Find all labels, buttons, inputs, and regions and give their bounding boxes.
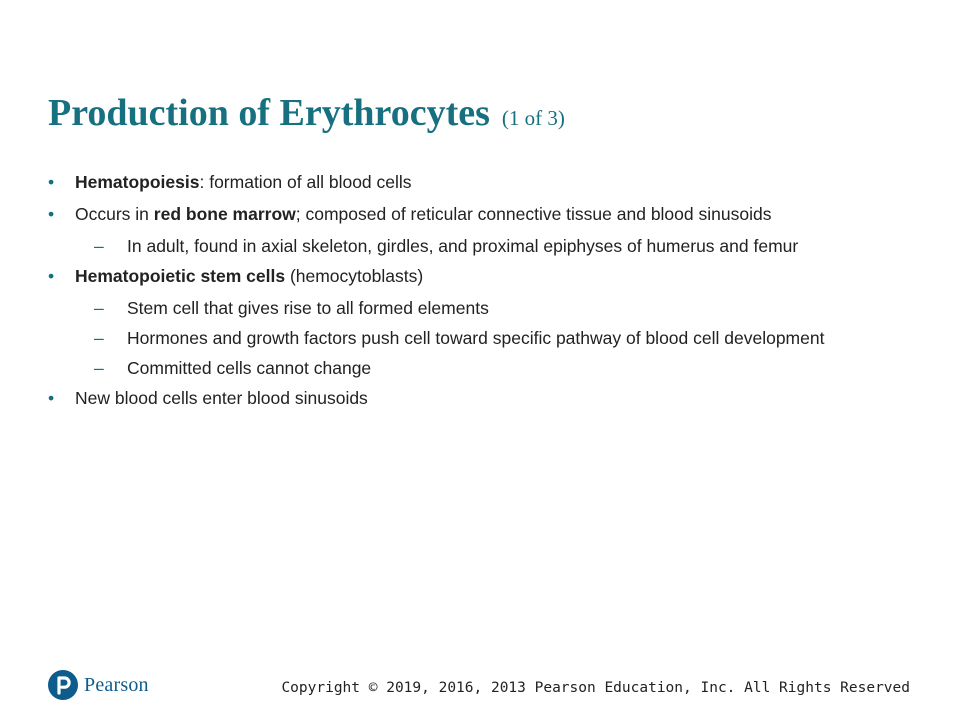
bullet-item <box>48 170 908 194</box>
pearson-logo <box>48 668 149 702</box>
pearson-p-logo-icon <box>48 670 78 700</box>
dash-marker: – <box>94 236 104 256</box>
slide-title-suffix: (1 of 3) <box>501 106 565 130</box>
bullet-text: Hormones and growth factors push cell toward specific pathway of blood cell development <box>127 328 825 348</box>
bullet-text: (hemocytoblasts) <box>285 266 424 286</box>
bullet-marker: • <box>48 204 55 224</box>
copyright-notice: Copyright © 2019, 2016, 2013 Pearson Education, Inc. All Rights Reserved <box>281 680 910 696</box>
pearson-logo-text: Pearson <box>84 673 149 696</box>
sub-bullet-item <box>48 234 908 258</box>
bullet-item <box>48 264 908 288</box>
bold-term: red bone marrow <box>153 204 296 224</box>
dash-marker: – <box>94 298 104 318</box>
bold-term: Hematopoietic stem cells <box>75 266 286 286</box>
slide-title-text: Production of Erythrocytes <box>48 92 490 134</box>
sub-bullet-item <box>48 326 908 350</box>
bold-term: Hematopoiesis <box>75 172 200 192</box>
bullet-list <box>48 170 908 418</box>
dash-marker: – <box>94 328 104 348</box>
sub-bullet-item <box>48 296 908 320</box>
bullet-text: Stem cell that gives rise to all formed elements <box>127 298 489 318</box>
bullet-text: ; composed of reticular connective tissue and blood sinusoids <box>295 204 772 224</box>
bullet-marker: • <box>48 266 55 286</box>
slide-title <box>48 88 565 143</box>
sub-bullet-item <box>48 356 908 380</box>
bullet-item <box>48 202 908 226</box>
bullet-text: Committed cells cannot change <box>127 358 372 378</box>
bullet-text: In adult, found in axial skeleton, girdles, and proximal epiphyses of humerus and femur <box>127 236 799 256</box>
dash-marker: – <box>94 358 104 378</box>
bullet-item <box>48 386 908 410</box>
bullet-text: Occurs in <box>75 204 154 224</box>
bullet-text: New blood cells enter blood sinusoids <box>75 388 368 408</box>
bullet-text: : formation of all blood cells <box>199 172 412 192</box>
bullet-marker: • <box>48 172 55 192</box>
bullet-marker: • <box>48 388 55 408</box>
